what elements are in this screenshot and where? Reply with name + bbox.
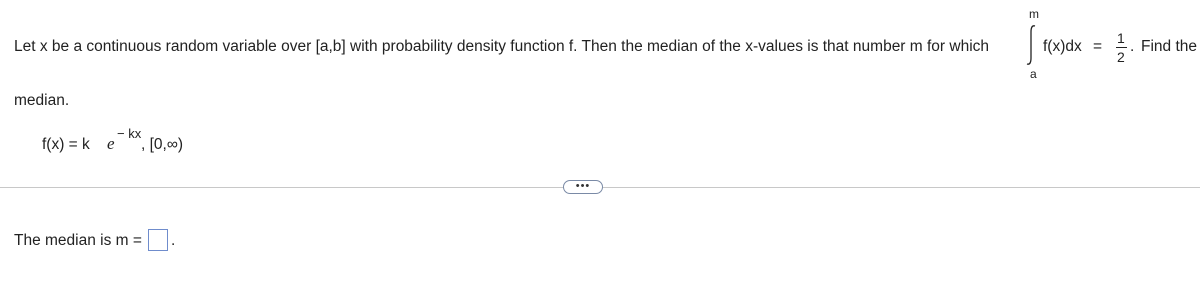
function-base: e	[107, 134, 115, 153]
function-domain: , [0,∞)	[141, 136, 184, 153]
question-intro-text: Let x be a continuous random variable over [a,b] with probability density function f. Then the median of the x-values is that number m for which	[14, 38, 990, 55]
answer-input[interactable]	[148, 229, 168, 251]
answer-prompt: The median is m =	[14, 232, 142, 249]
fraction-bar	[1116, 47, 1127, 48]
find-the-text: Find the	[1141, 38, 1198, 55]
show-more-button[interactable]: •••	[563, 180, 603, 194]
question-continuation-text: median.	[14, 92, 70, 109]
function-lhs: f(x) = k	[42, 136, 90, 153]
function-exponent: − kx	[117, 126, 142, 141]
answer-suffix: .	[171, 232, 176, 249]
integrand: f(x)dx	[1043, 38, 1082, 55]
integral-upper-limit: m	[1029, 7, 1039, 21]
fraction-numerator: 1	[1117, 30, 1125, 46]
equals-sign: =	[1093, 38, 1103, 55]
integral-lower-limit: a	[1030, 67, 1037, 81]
fraction-period: .	[1130, 38, 1135, 55]
fraction-denominator: 2	[1117, 49, 1125, 65]
integral-sign-icon	[1024, 24, 1038, 66]
